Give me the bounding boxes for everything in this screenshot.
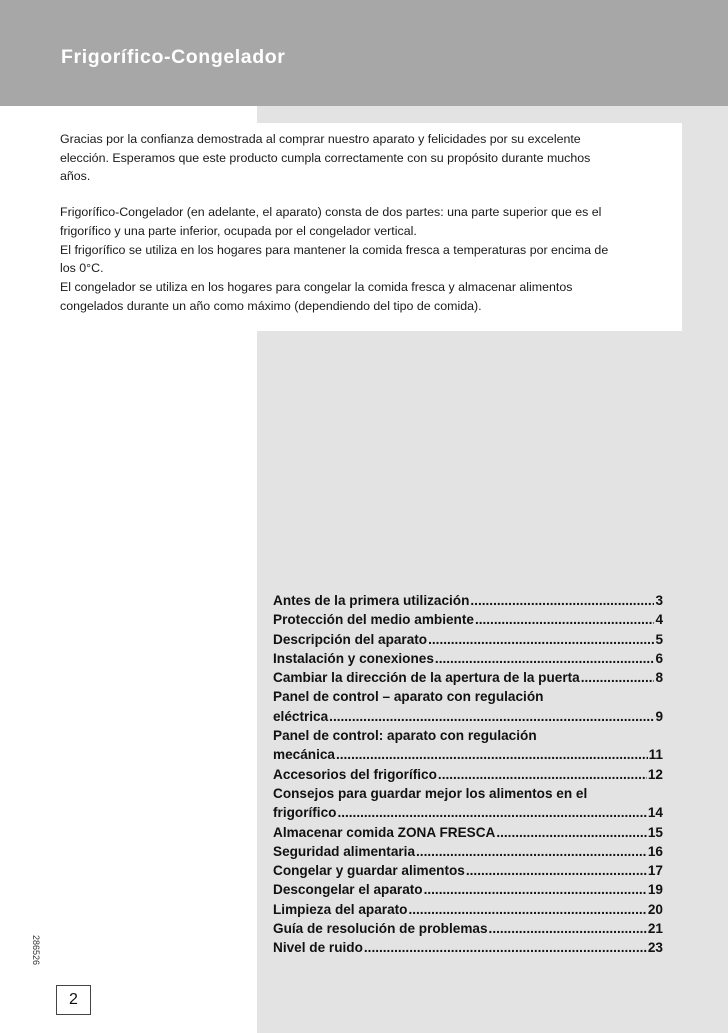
toc-page-number: 8: [655, 670, 663, 686]
toc-page-number: 3: [655, 593, 663, 608]
toc-page-number: 6: [655, 650, 663, 666]
table-of-contents: [273, 591, 663, 958]
intro-line: El congelador se utiliza en los hogares para congelar la comida fresca y almacenar alimentos: [60, 279, 573, 294]
toc-entry-label: Antes de la primera utilización: [273, 593, 470, 608]
toc-page-number: 20: [647, 901, 663, 917]
intro-line: El frigorífico se utiliza en los hogares para mantener la comida fresca a temperaturas por encima de: [60, 242, 609, 257]
toc-page-number: 14: [647, 805, 663, 821]
toc-entry-label: Descripción del aparato: [273, 631, 428, 647]
toc-entry-label: Instalación y conexiones: [273, 650, 434, 666]
toc-page-number: 12: [647, 766, 663, 782]
toc-entry[interactable]: [273, 861, 663, 880]
toc-entry-label: Panel de control: aparato con regulación: [273, 728, 537, 744]
toc-dot-leader: [337, 803, 646, 822]
toc-dot-leader: [435, 649, 655, 668]
toc-entry-label: Seguridad alimentaria: [273, 843, 416, 859]
toc-entry[interactable]: [273, 900, 663, 919]
toc-entry-label: Limpieza del aparato: [273, 901, 408, 917]
intro-paragraph-2: [60, 203, 680, 315]
toc-entry[interactable]: [273, 610, 663, 629]
toc-entry[interactable]: [273, 649, 663, 668]
toc-page-number: 19: [647, 882, 663, 898]
toc-entry-label: Guía de resolución de problemas: [273, 921, 488, 937]
toc-entry[interactable]: [273, 784, 663, 823]
toc-page-number: 15: [647, 824, 663, 840]
toc-entry[interactable]: [273, 687, 663, 726]
intro-line: años.: [60, 169, 91, 184]
toc-entry-label: eléctrica: [273, 708, 329, 724]
toc-entry-label: Cambiar la dirección de la apertura de la puerta: [273, 670, 580, 686]
toc-page-number: 5: [655, 631, 663, 647]
intro-line: Gracias por la confianza demostrada al comprar nuestro aparato y felicidades por su excelente: [60, 132, 581, 146]
toc-entry[interactable]: [273, 880, 663, 899]
toc-dot-leader: [416, 842, 647, 861]
intro-text: [60, 130, 680, 315]
toc-entry-label: Nivel de ruido: [273, 940, 363, 956]
toc-dot-leader: [329, 707, 654, 726]
toc-page-number: 11: [648, 747, 663, 763]
toc-entry-label: mecánica: [273, 747, 335, 763]
toc-dot-leader: [424, 880, 647, 899]
intro-line: congelados durante un año como máximo (dependiendo del tipo de comida).: [60, 298, 482, 313]
toc-page-number: 4: [655, 612, 663, 628]
intro-paragraph-1: [60, 130, 680, 186]
toc-entry[interactable]: [273, 591, 663, 610]
page-number: 2: [69, 991, 78, 1008]
toc-page-number: 21: [647, 921, 663, 937]
toc-entry-label: Descongelar el aparato: [273, 882, 423, 898]
toc-page-number: 17: [647, 863, 663, 879]
toc-entry[interactable]: [273, 823, 663, 842]
toc-entry-label: Almacenar comida ZONA FRESCA: [273, 824, 496, 840]
toc-dot-leader: [466, 861, 647, 880]
toc-entry[interactable]: [273, 668, 663, 687]
toc-entry-label: Consejos para guardar mejor los alimentos en el: [273, 785, 588, 801]
toc-entry-label: Panel de control – aparato con regulación: [273, 689, 544, 705]
toc-page-number: 16: [647, 843, 663, 859]
toc-entry[interactable]: [273, 919, 663, 938]
toc-dot-leader: [408, 900, 646, 919]
toc-dot-leader: [336, 745, 648, 764]
toc-entry-label: Accesorios del frigorífico: [273, 766, 437, 782]
toc-dot-leader: [470, 591, 654, 610]
page-number-box: [56, 985, 91, 1015]
toc-entry-label: frigorífico: [273, 805, 337, 821]
header-bar: [0, 0, 728, 106]
toc-dot-leader: [364, 938, 647, 957]
toc-dot-leader: [438, 765, 647, 784]
toc-dot-leader: [496, 823, 647, 842]
toc-page-number: 23: [647, 940, 663, 956]
toc-entry[interactable]: [273, 938, 663, 957]
toc-entry-label: Congelar y guardar alimentos: [273, 863, 465, 879]
toc-entry[interactable]: [273, 630, 663, 649]
intro-line: frigorífico y una parte inferior, ocupada por el congelador vertical.: [60, 223, 417, 238]
intro-line: elección. Esperamos que este producto cumpla correctamente con su propósito durante muchos: [60, 150, 591, 165]
toc-entry[interactable]: [273, 765, 663, 784]
toc-entry[interactable]: [273, 726, 663, 765]
toc-page-number: 9: [655, 708, 663, 724]
intro-line: los 0°C.: [60, 261, 104, 276]
toc-entry[interactable]: [273, 842, 663, 861]
toc-dot-leader: [581, 668, 655, 687]
toc-entry-label: Protección del medio ambiente: [273, 612, 474, 628]
intro-line: Frigorífico-Congelador (en adelante, el aparato) consta de dos partes: una parte superior que es el: [60, 205, 602, 220]
toc-dot-leader: [428, 630, 654, 649]
page-title: Frigorífico-Congelador: [61, 46, 286, 68]
document-code: 286526: [31, 935, 41, 966]
toc-dot-leader: [489, 919, 647, 938]
toc-dot-leader: [475, 610, 655, 629]
